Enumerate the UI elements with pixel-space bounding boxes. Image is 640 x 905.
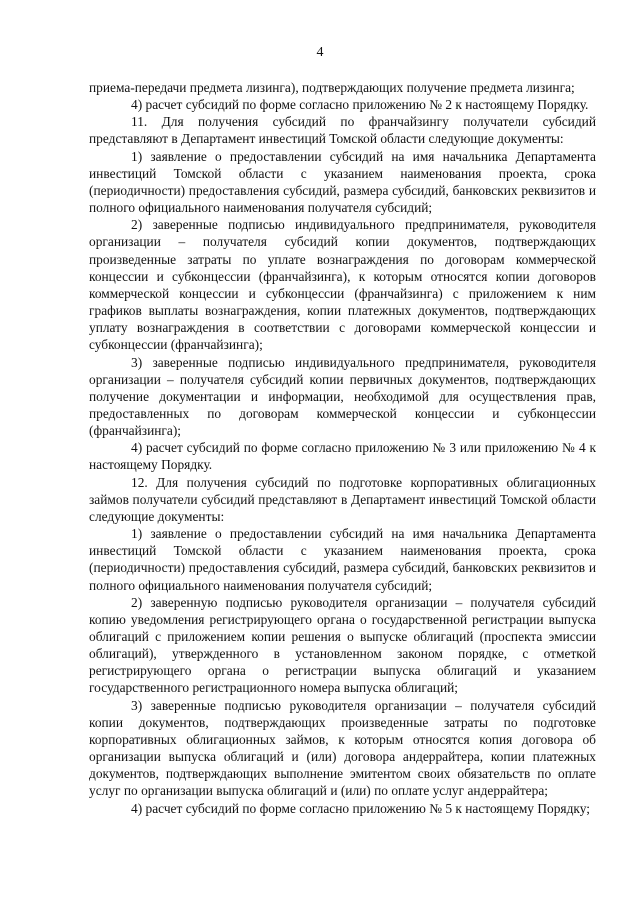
paragraph: 1) заявление о предоставлении субсидий на имя начальника Департамента инвестиций Томской области с указанием наименования проекта, срока (периодичности) предоставления субсидий, размера субсидий, банковских реквизитов и полного официального наименования получателя субсидий; — [89, 148, 596, 216]
document-body — [89, 79, 596, 817]
paragraph: приема-передачи предмета лизинга), подтверждающих получение предмета лизинга; — [89, 80, 575, 95]
paragraph: 12. Для получения субсидий по подготовке корпоративных облигационных займов получатели субсидий представляют в Департамент инвестиций Томской области следующие документы: — [89, 474, 596, 524]
paragraph: 11. Для получения субсидий по франчайзингу получатели субсидий представляют в Департамент инвестиций Томской области следующие документы: — [89, 114, 596, 147]
paragraph: 3) заверенные подписью индивидуального предпринимателя, руководителя организации – получателя субсидий копии первичных документов, подтверждающих получение документации и информации, необходимой для осуществления прав, предоставленных по договорам коммерческой концессии и субконцессии (франчайзинга); — [89, 354, 596, 439]
paragraph: 2) заверенную подписью руководителя организации – получателя субсидий копию уведомления регистрирующего органа о государственной регистрации выпуска облигаций с приложением копии решения о выпуске облигаций (проспекта эмиссии облигаций), утвержденного в установленном законом порядке, с отметкой регистрирующего органа о регистрации выпуска облигаций и указанием государственного регистрационного номера выпуска облигаций; — [89, 594, 596, 696]
paragraph: 1) заявление о предоставлении субсидий на имя начальника Департамента инвестиций Томской области с указанием наименования проекта, срока (периодичности) предоставления субсидий, размера субсидий, банковских реквизитов и полного официального наименования получателя субсидий; — [89, 526, 596, 593]
page-number: 4 — [316, 45, 324, 60]
paragraph: 4) расчет субсидий по форме согласно приложению № 2 к настоящему Порядку. — [131, 97, 589, 113]
paragraph: 4) расчет субсидий по форме согласно приложению № 3 или приложению № 4 к настоящему Порядку. — [89, 440, 596, 473]
paragraph: 2) заверенные подписью индивидуального предпринимателя, руководителя организации – получателя субсидий копии документов, подтверждающих произведенные затраты по уплате вознаграждения по договорам коммерческой концессии и субконцессии (франчайзинга), к которым относятся копии договоров коммерческой концессии и субконцессии (франчайзинга) с приложением к ним графиков выплаты вознаграждения, копии платежных документов, подтверждающих уплату вознаграждения в соответствии с договорами коммерческой концессии и субконцессии (франчайзинга); — [89, 217, 596, 353]
paragraph: 4) расчет субсидий по форме согласно приложению № 5 к настоящему Порядку; — [131, 800, 590, 816]
paragraph: 3) заверенные подписью руководителя организации – получателя субсидий копии документов, подтверждающих произведенные затраты по подготовке корпоративных облигационных займов, к которым относятся копия договора об организации выпуска облигаций и (или) договора андеррайтера, копии платежных документов, подтверждающих выполнение эмитентом своих обязательств по оплате услуг по организации выпуска облигаций и (или) по оплате услуг андеррайтера; — [89, 697, 596, 799]
